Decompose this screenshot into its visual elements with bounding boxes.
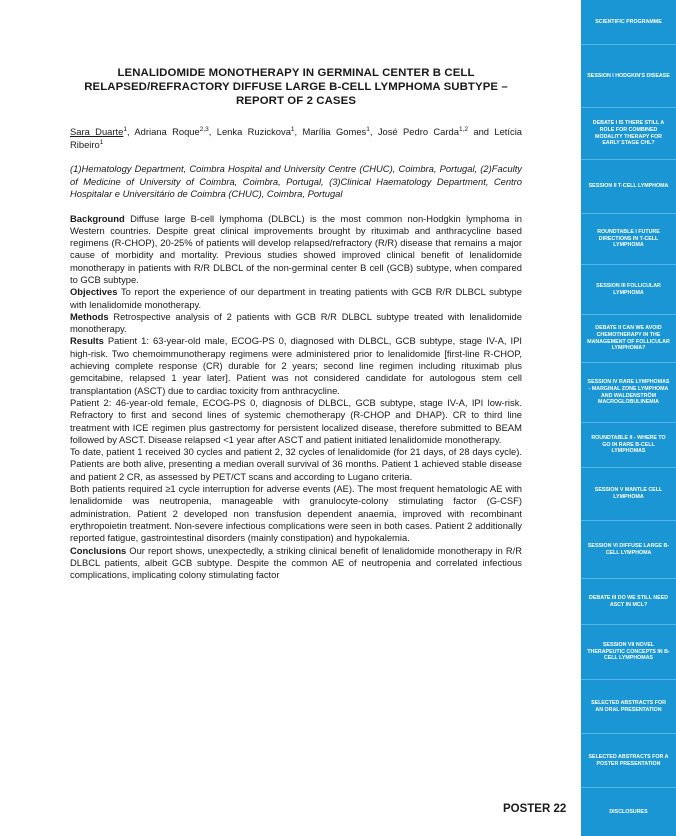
abstract-body	[70, 213, 522, 582]
sidebar-item-disclosures[interactable]: DISCLOSURES	[581, 787, 676, 836]
author-name: Sara Duarte	[70, 126, 124, 137]
sidebar-item-session-3[interactable]: SESSION III FOLLICULAR LYMPHOMA	[581, 264, 676, 314]
author-name: Letícia Ribeiro	[70, 126, 522, 150]
conclusions-paragraph	[70, 545, 522, 582]
results-paragraph	[70, 335, 522, 396]
abstract-title: LENALIDOMIDE MONOTHERAPY IN GERMINAL CENTER B CELL RELAPSED/REFRACTORY DIFFUSE LARGE B-CELL LYMPHOMA SUBTYPE – REPORT OF 2 CASES	[84, 67, 508, 107]
author-affiliation-mark: 2,3	[199, 125, 209, 133]
background-paragraph	[70, 213, 522, 287]
objectives-heading: Objectives	[70, 286, 118, 298]
sidebar-item-session-2[interactable]: SESSION II T-CELL LYMPHOMA	[581, 159, 676, 213]
author-affiliation-mark: 1	[123, 125, 127, 133]
sidebar-item-poster-abstracts[interactable]: SELECTED ABSTRACTS FOR A POSTER PRESENTATION	[581, 733, 676, 787]
conclusions-text: Our report shows, unexpectedly, a striking clinical benefit of lenalidomide monotherapy in R/R DLBCL patients, albeit GCB subtype. Despite the common AE of neutropenia and correlated infectious complications, implicating colony stimulating factor	[70, 544, 522, 581]
author-affiliation-mark: 1,2	[458, 125, 468, 133]
author-list: Sara Duarte$^1$, Adriana Roque$^{2,3}$, Lenka Ruzickova$^1$, Marília Gomes$^1$, José Pedro Carda$^{1,2}$ and Letícia Ribeiro$^1$	[70, 125, 522, 150]
methods-text: Retrospective analysis of 2 patients with GCB R/R DLBCL subtype treated with lenalidomide monotherapy.	[70, 310, 522, 335]
conclusions-heading: Conclusions	[70, 544, 127, 556]
results-text: Patient 1: 63-year-old male, ECOG-PS 0, diagnosed with DLBCL, GCB subtype, stage IV-A, IPI high-risk. Two chemoimmunotherapy regimens were administered prior to lenalidomide [first-line R-CHOP, achieving complete response (CR) durable for 2 years; second line regimen including rituximab plus gemcitabine, relapsed 1 year later]. Patient was not considered candidate for autologous stem cell transplantation (ASCT) due to cardiac toxicity from anthracycline.	[70, 335, 522, 396]
objectives-text: To report the experience of our department in treating patients with GCB R/R DLBCL subtype with lenalidomide monotherapy.	[70, 286, 522, 310]
background-heading: Background	[70, 212, 125, 224]
background-text: Diffuse large B-cell lymphoma (DLBCL) is the most common non-Hodgkin lymphoma in Western countries. Despite great clinical improvements brought by rituximab and anthracycline based regimens (R-CHOP), 20-25% of patients will develop relapsed/refractory (R/R) disease that remains a major cause of morbidity and mortality. Previous studies showed improved clinical benefit of lenalidomide monotherapy in patients with R/R DLBCL of the non-germinal center B cell (GCB) subtype, when compared to GCB subtype.	[70, 212, 522, 285]
poster-number: POSTER 22	[503, 803, 567, 815]
affiliations: (1)Hematology Department, Coimbra Hospital and University Centre (CHUC), Coimbra, Portugal, (2)Faculty of Medicine of University of Coimbra, Coimbra, Portugal, (3)Clinical Haematology Department, Centro Hospitalar e Universitário de Coimbra (CHUC), Coimbra, Portugal	[70, 163, 522, 199]
results-paragraph: To date, patient 1 received 30 cycles and patient 2, 32 cycles of lenalidomide (for 21 days, of 28 days cycle). Patients are both alive, presenting a median overall survival of 36 months. Patient 1 achieved stable disease and patient 2 CR, as assessed by PET/CT scans and according to Lugano criteria.	[70, 446, 522, 482]
author-name: Adriana Roque	[134, 126, 200, 137]
author-affiliation-mark: 1	[99, 138, 104, 146]
sidebar-item-roundtable-1[interactable]: ROUNDTABLE I FUTURE DIRECTIONS IN T-CELL LYMPHOMA	[581, 213, 676, 264]
methods-heading: Methods	[70, 310, 109, 322]
sidebar-item-session-6[interactable]: SESSION VI DIFFUSE LARGE B-CELL LYMPHOMA	[581, 520, 676, 578]
sidebar-item-session-7[interactable]: SESSION VII NOVEL THERAPEUTIC CONCEPTS IN B-CELL LYMPHOMAS	[581, 624, 676, 679]
sidebar-item-roundtable-2[interactable]: ROUNDTABLE II - WHERE TO GO IN RARE B-CELL LYMPHOMAS	[581, 422, 676, 467]
results-paragraph: Both patients required ≥1 cycle interruption for adverse events (AE). The most frequent hematologic AE with lenalidomide was neutropenia, manageable with granulocyte-colony stimulating factor (G-CSF) administration. Patient 2 developed non transfusion dependent anaemia, improved with recombinant erythropoietin treatment. Non-severe infectious complications were seen in both cases. Patient 2 additionally reported fatigue, gastrointestinal disorders (mainly constipation) and hypokalemia.	[70, 483, 522, 544]
author-name: José Pedro Carda	[377, 126, 459, 137]
results-paragraph: Patient 2: 46-year-old female, ECOG-PS 0, diagnosis of DLBCL, GCB subtype, stage IV-A, IPI low-risk. Refractory to first and second lines of systemic chemotherapy (R-CHOP and DHAP). CR to third line treatment with ICE regimen plus gastrectomy for persistent localized disease, therefore submitted to BEAM followed by ASCT. Disease relapsed <1 year after ASCT and patient initiated lenalidomide monotherapy.	[70, 396, 522, 445]
sidebar-item-oral-abstracts[interactable]: SELECTED ABSTRACTS FOR AN ORAL PRESENTATION	[581, 679, 676, 733]
objectives-paragraph	[70, 286, 522, 311]
sidebar-item-scientific-programme[interactable]: SCIENTIFIC PROGRAMME	[595, 18, 662, 25]
sidebar-item-session-4[interactable]: SESSION IV RARE LYMPHOMAS - MARGINAL ZONE LYMPHOMA AND WALDENSTRÖM MACROGLOBULINEMIA	[581, 362, 676, 422]
author-name: Lenka Ruzickova	[216, 126, 291, 137]
results-heading: Results	[70, 335, 104, 347]
sidebar-item-debate-2[interactable]: DEBATE II CAN WE AVOID CHEMOTHERAPY IN THE MANAGEMENT OF FOLLICULAR LYMPHOMA?	[581, 314, 676, 362]
sidebar-item-session-1[interactable]: SESSION I HODGKIN'S DISEASE	[581, 44, 676, 107]
sidebar-item-session-5[interactable]: SESSION V MANTLE CELL LYMPHOMA	[581, 467, 676, 520]
sidebar-item-debate-3[interactable]: DEBATE III DO WE STILL NEED ASCT IN MCL?	[581, 578, 676, 624]
author-affiliation-mark: 1	[290, 125, 295, 133]
author-affiliation-mark: 1	[366, 125, 370, 133]
sidebar-nav	[581, 0, 676, 836]
abstract-content	[70, 66, 522, 581]
methods-paragraph	[70, 311, 522, 336]
sidebar-item-debate-1[interactable]: DEBATE I IS THERE STILL A ROLE FOR COMBINED MODALITY THERAPY FOR EARLY STAGE CHL?	[581, 107, 676, 159]
author-name: Marília Gomes	[302, 126, 367, 137]
